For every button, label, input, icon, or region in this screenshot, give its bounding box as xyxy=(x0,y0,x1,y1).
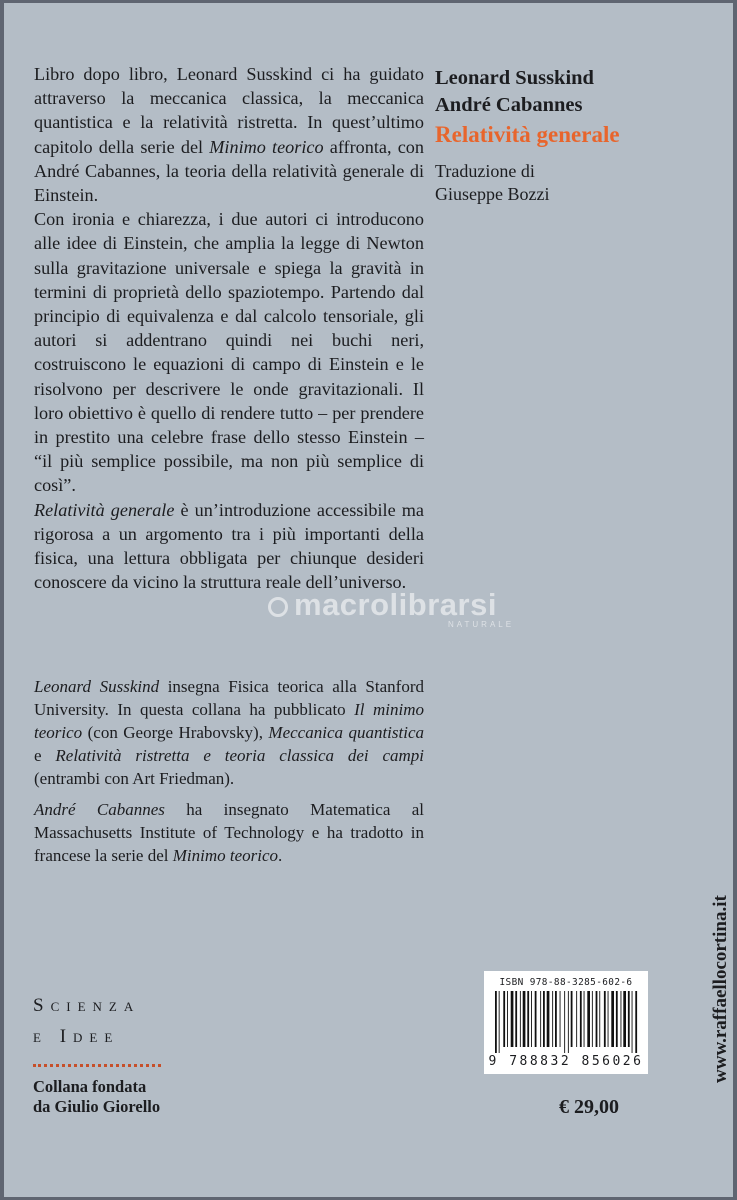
collana-founder: da Giulio Giorello xyxy=(33,1097,161,1116)
watermark-logo-icon xyxy=(268,597,288,617)
bio-paragraph: Leonard Susskind insegna Fisica teorica alla Stanford University. In questa collana ha pubblicato Il minimo teorico (con George Hrabovsky), Meccanica quantistica e Relatività ristretta e teoria classica dei campi (entrambi con Art Friedman). xyxy=(34,677,425,788)
author-name: Leonard Susskind xyxy=(435,67,594,89)
blurb-paragraph: Libro dopo libro, Leonard Susskind ci ha guidato attraverso la meccanica classica, la meccanica quantistica e la relatività ristretta. In quest’ultimo capitolo della serie del Minimo teorico affronta, con André Cabannes, la teoria della relatività generale di Einstein. xyxy=(34,64,424,206)
translation-credit xyxy=(435,160,725,206)
translator-name: Giuseppe Bozzi xyxy=(435,184,550,204)
dotted-divider xyxy=(33,1064,161,1067)
barcode xyxy=(484,971,648,1074)
author-bios xyxy=(34,675,424,875)
price: € 29,00 xyxy=(559,1096,619,1118)
book-title: Relatività generale xyxy=(435,122,620,147)
blurb-text xyxy=(34,62,424,594)
ean-number: 9 788832 856026 xyxy=(488,1054,644,1069)
translation-label: Traduzione di xyxy=(435,161,535,181)
author-block xyxy=(435,65,725,206)
barcode-bars xyxy=(491,991,641,1053)
publisher-website: www.raffaellocortina.it xyxy=(710,895,731,1083)
blurb-paragraph: Con ironia e chiarezza, i due autori ci introducono alle idee di Einstein, che amplia la legge di Newton sulla gravitazione universale e spiega la gravità in termini di proprietà dello spaziotempo. Partendo dal principio di equivalenza e dal calcolo tensoriale, gli autori si addentrano quindi nei buchi neri, costruiscono le equazioni di campo di Einstein e le risolvono per descrivere le onde gravitazionali. Il loro obiettivo è quello di rendere tutto – per prendere in prestito una celebre frase dello stesso Einstein – “il più semplice possibile, ma non più semplice di così”. xyxy=(34,209,424,496)
author-name: André Cabannes xyxy=(435,94,583,116)
bio-paragraph: André Cabannes ha insegnato Matematica al Massachusetts Institute of Technology e ha tradotto in francese la serie del Minimo teorico. xyxy=(34,800,425,865)
watermark-text: macrolibrarsi xyxy=(294,587,497,622)
collana-label: Collana fondata xyxy=(33,1077,147,1096)
series-name-line2: e Idee xyxy=(33,1026,120,1047)
watermark xyxy=(268,587,528,647)
book-back-cover xyxy=(4,3,733,1197)
series-name-line1: Scienza xyxy=(33,995,141,1016)
watermark-subtext: NATURALE xyxy=(448,620,515,629)
isbn-label: ISBN 978-88-3285-602-6 xyxy=(499,977,633,988)
blurb-paragraph: Relatività generale è un’introduzione accessibile ma rigorosa a un argomento tra i più importanti della fisica, una lettura obbligata per chiunque desideri conoscere da vicino la struttura reale dell’universo. xyxy=(34,499,424,593)
series-logo xyxy=(33,990,213,1117)
